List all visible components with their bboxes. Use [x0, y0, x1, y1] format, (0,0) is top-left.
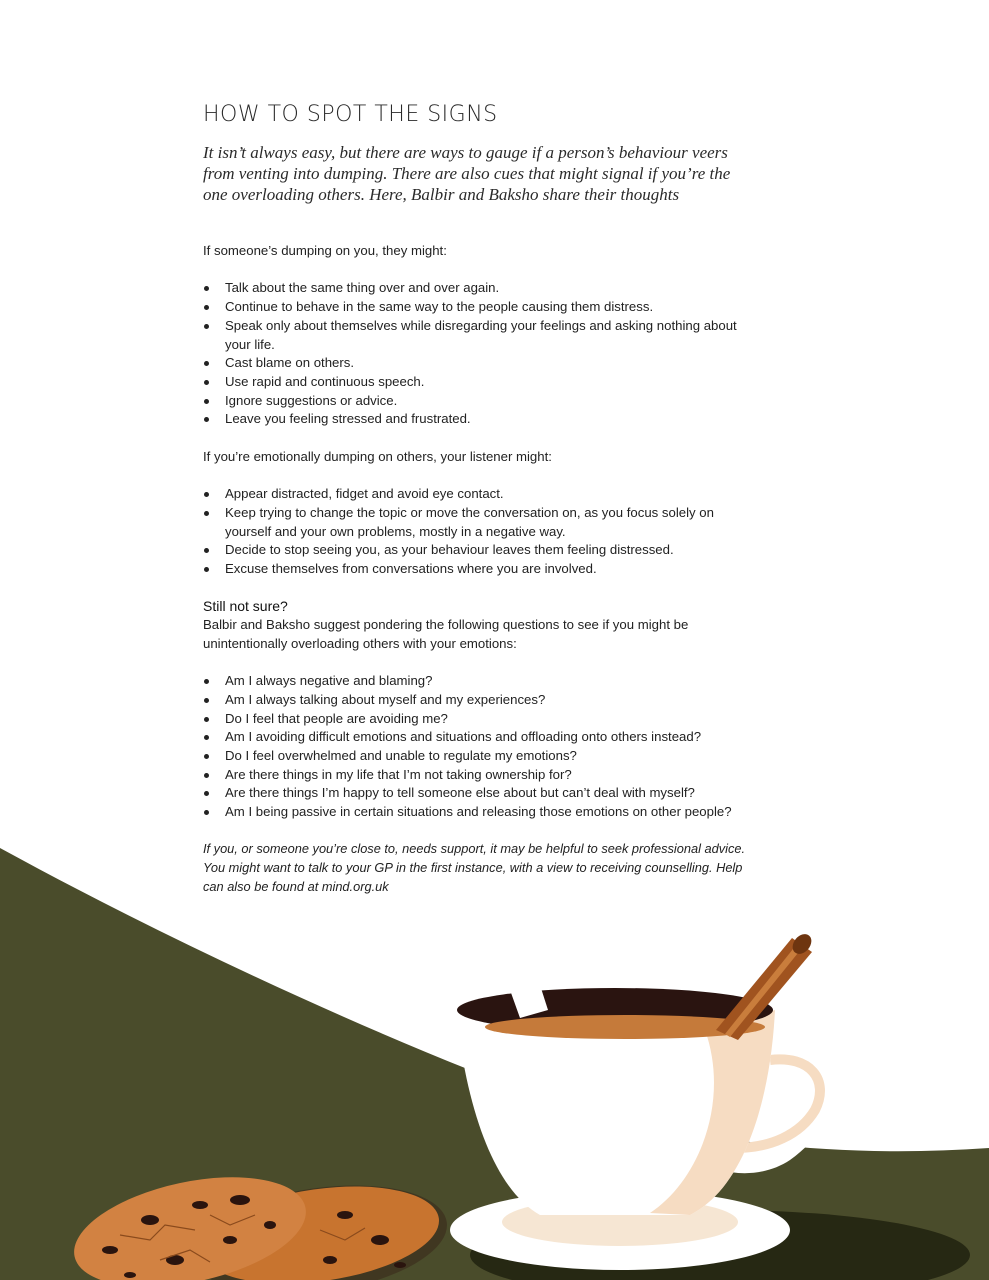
list-item: Am I avoiding difficult emotions and situations and offloading onto others instead? [203, 728, 763, 747]
list-item: Are there things I’m happy to tell someone else about but can’t deal with myself? [203, 784, 763, 803]
section1-intro: If someone’s dumping on you, they might: [203, 243, 447, 258]
list-item: Keep trying to change the topic or move the conversation on, as you focus solely on yourself and your own problems, mostly in a negative way. [203, 504, 763, 541]
section2-intro: If you’re emotionally dumping on others, your listener might: [203, 448, 552, 464]
page-title: HOW TO SPOT THE SIGNS [203, 102, 498, 127]
list-item: Ignore suggestions or advice. [203, 392, 763, 411]
list-item: Excuse themselves from conversations where you are involved. [203, 560, 763, 579]
list-item: Am I always negative and blaming? [203, 672, 763, 691]
list-item: Speak only about themselves while disregarding your feelings and asking nothing about your life. [203, 317, 763, 354]
list-item: Am I being passive in certain situations and releasing those emotions on other people? [203, 803, 763, 822]
list-item: Continue to behave in the same way to the people causing them distress. [203, 298, 763, 317]
standfirst: It isn’t always easy, but there are ways to gauge if a person’s behaviour veers from venting into dumping. There are also cues that might signal if you’re the one overloading others. Here, Balbir and Baksho share their thoughts [203, 143, 731, 204]
list-item: Use rapid and continuous speech. [203, 373, 763, 392]
list-item: Am I always talking about myself and my experiences? [203, 691, 763, 710]
list-item: Appear distracted, fidget and avoid eye contact. [203, 485, 763, 504]
section3-intro: Balbir and Baksho suggest pondering the following questions to see if you might be unintentionally overloading others with your emotions: [203, 617, 689, 651]
list-item: Do I feel overwhelmed and unable to regulate my emotions? [203, 747, 763, 766]
list-item: Talk about the same thing over and over again. [203, 279, 763, 298]
list-item: Do I feel that people are avoiding me? [203, 710, 763, 729]
support-footnote: If you, or someone you’re close to, needs support, it may be helpful to seek professional advice. You might want to talk to your GP in the first instance, with a view to receiving counselling. Help can also be found at mind.org.uk [203, 841, 746, 894]
list-item: Cast blame on others. [203, 354, 763, 373]
list-item: Are there things in my life that I’m not taking ownership for? [203, 766, 763, 785]
section3-subhead: Still not sure? [203, 598, 288, 615]
list-item: Leave you feeling stressed and frustrated. [203, 410, 763, 429]
section2-list [203, 485, 763, 579]
section1-list [203, 279, 763, 429]
list-item: Decide to stop seeing you, as your behaviour leaves them feeling distressed. [203, 541, 763, 560]
teacup-icon [450, 977, 837, 1270]
section3-list [203, 672, 763, 822]
article-content [203, 100, 763, 897]
